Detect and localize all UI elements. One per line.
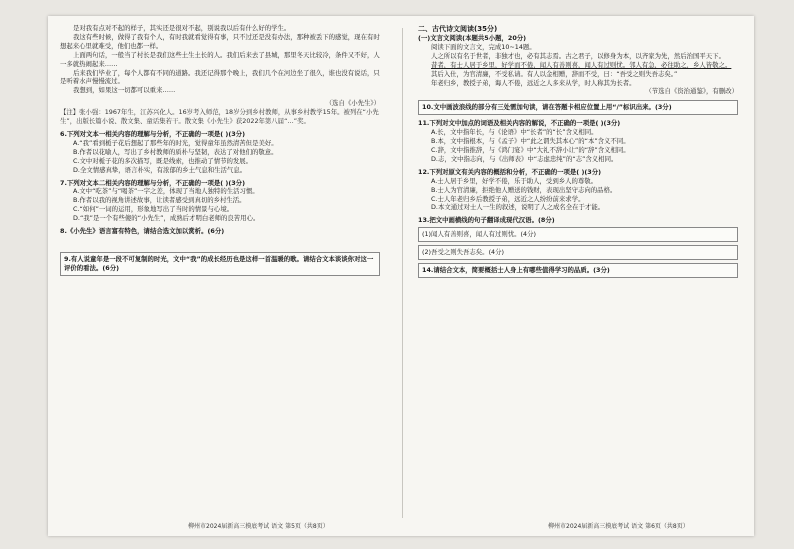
- question-12-option-b: B.士人为官清廉，拒绝他人赠送的钱财，表现出坚守志向的品格。: [431, 185, 617, 194]
- passage-paragraph: 我想到，如果这一切都可以重来……: [73, 86, 176, 95]
- left-column: [60, 24, 380, 276]
- question-12-option-c: C.士人年老归乡后教授子弟，远近之人纷纷前来求学。: [431, 194, 585, 203]
- page-divider: [402, 28, 403, 518]
- question-6-option-a: A.“我”看到栀子花后想起了那些年的时光，觉得童年虽然清苦但是美好。: [73, 138, 278, 147]
- question-9: 9.有人说童年是一段不可复制的时光，文中“我”的成长经历也是这样一首温暖的歌。请结合文本谈谈你对这一评价的看法。(6分): [64, 254, 374, 272]
- question-13-2: (2)吾受之则失吾志矣。(4分): [422, 248, 505, 257]
- subsection-title: (一)文言文阅读(本题共5小题，20分): [418, 34, 527, 42]
- question-11: 11.下列对文中加点的词语及相关内容的解说，不正确的一项是( )(3分): [418, 119, 621, 128]
- classical-paragraph: 年老归乡，教授子弟，诲人不倦，远近之人多来从学，时人称其为长者。: [431, 78, 636, 87]
- passage-paragraph: 上面两句话，一般当了村长是我们这些土生土长的人。我们后来去了县城，那里冬天比较冷，条件又不好，人一多就热闹起来……: [60, 50, 380, 68]
- question-13-2-box: [418, 245, 738, 260]
- page-footer-right: 柳州市2024届新高三摸底考试 语文 第6页（共8页）: [548, 523, 689, 530]
- question-14: 14.请结合文本，简要概括士人身上有哪些值得学习的品质。(3分): [422, 266, 610, 275]
- question-7-option-c: C.“如何”一词的运用，形象地写出了当时的情景与心境。: [73, 205, 234, 214]
- question-6-option-b: B.作者以花喻人，写出了乡村教师的质朴与坚韧，表达了对他们的敬意。: [73, 147, 278, 156]
- passage-paragraph: 我这有些时候，做得了我有个人，有时我就看觉得有事，只不过还是没有办法，那种被丢下的感觉，现在有时想起来心里就难受，他们也都一样。: [60, 32, 380, 50]
- classical-paragraph: 人之所以有名于世者，非独才也，必有其志焉。古之君子，以修身为本，以齐家为先，然后治国平天下。: [431, 51, 725, 60]
- question-13: 13.把文中画横线的句子翻译成现代汉语。(8分): [418, 216, 555, 225]
- question-11-option-c: C.辞，文中指推辞，与《鸿门宴》中“大礼不辞小让”的“辞”含义相同。: [431, 145, 630, 154]
- question-7-option-a: A.文中“吃茶”与“喝茶”一字之差，体现了当地人独特的生活习惯。: [73, 187, 259, 196]
- question-13-1-box: [418, 227, 738, 242]
- reading-instruction: 阅读下面的文言文，完成10~14题。: [431, 42, 536, 51]
- question-13-1: (1)闻人有善则喜，闻人有过则忧。(4分): [422, 230, 536, 239]
- question-7-option-b: B.作者以我的视角讲述故事，让读者感受到真切的乡村生活。: [73, 196, 246, 205]
- question-6-option-c: C.文中对栀子花的多次描写，既是线索，也推动了情节的发展。: [73, 156, 253, 165]
- question-11-option-d: D.志，文中指志向，与《出师表》中“志虑忠纯”的“志”含义相同。: [431, 154, 618, 163]
- passage-source: （选自《小先生》）: [325, 99, 380, 108]
- passage-note: 【注】张小强：1967年生，江苏兴化人。16岁考入师范，18岁分到乡村教师，从事乡村教学15年。被列在“小先生”，出版长篇小说、散文集、童话集若干。散文集《小先生》获2022年第八届“…”奖。: [60, 108, 379, 126]
- page-footer-left: 柳州市2024届新高三摸底考试 语文 第5页（共8页）: [188, 523, 329, 530]
- question-14-box: [418, 263, 738, 278]
- section-title: 二、古代诗文阅读(35分): [418, 25, 498, 33]
- question-12-option-a: A.士人居于乡里，好学不倦，乐于助人，受到乡人的尊敬。: [431, 176, 598, 185]
- question-12-option-d: D.本文通过对士人一生的叙述，说明了人之成名全在于才能。: [431, 203, 605, 212]
- passage-paragraph: 是对我有点对不起的样子，其实还是很对不起，别说我以后有什么好的学生。: [73, 24, 291, 32]
- classical-source: （节选自《资治通鉴》，有删改）: [645, 87, 738, 96]
- question-6-option-d: D.全文情感真挚，语言朴实，有浓郁的乡土气息和生活气息。: [73, 165, 247, 174]
- exam-sheet: [48, 16, 754, 536]
- question-6: 6.下列对文本一相关内容的理解与分析，不正确的一项是( )(3分): [60, 129, 245, 138]
- classical-paragraph: 其后入仕，为官清廉，不受私请。有人以金相赠，辞而不受，曰：“吾受之则失吾志矣。”: [431, 69, 678, 78]
- question-7-option-d: D.“我”是一个有些傻的“小先生”，成熟后才明白老师的良苦用心。: [73, 214, 260, 223]
- passage-paragraph: 后来我们毕业了，每个人都有不同的道路。我还记得那个晚上，我们几个在河边坐了很久，谁也没有说话，只是听着水声慢慢流过。: [60, 68, 380, 86]
- question-11-option-a: A.长，文中指年长，与《论语》中“长者”的“长”含义相同。: [431, 128, 598, 137]
- question-12: 12.下列对原文有关内容的概括和分析，不正确的一项是( )(3分): [418, 167, 602, 176]
- classical-paragraph: 昔者，有士人居于乡里，好学而不倦，闻人有善则喜，闻人有过则忧。邻人有急，必往助之，乡人皆敬之。: [431, 60, 732, 69]
- question-10: 10.文中画波浪线的部分有三处需加句读，请在答题卡相应位置上用“/”标识出来。(3分): [422, 103, 672, 112]
- question-9-box: [60, 252, 380, 276]
- question-11-option-b: B.本，文中指根本，与《孟子》中“此之谓失其本心”的“本”含义不同。: [431, 137, 630, 146]
- question-7: 7.下列对文本二相关内容的理解与分析，不正确的一项是( )(3分): [60, 178, 245, 187]
- right-column: [418, 24, 738, 278]
- question-8: 8.《小先生》语言富有特色，请结合选文加以赏析。(6分): [60, 227, 225, 236]
- question-10-box: [418, 100, 738, 115]
